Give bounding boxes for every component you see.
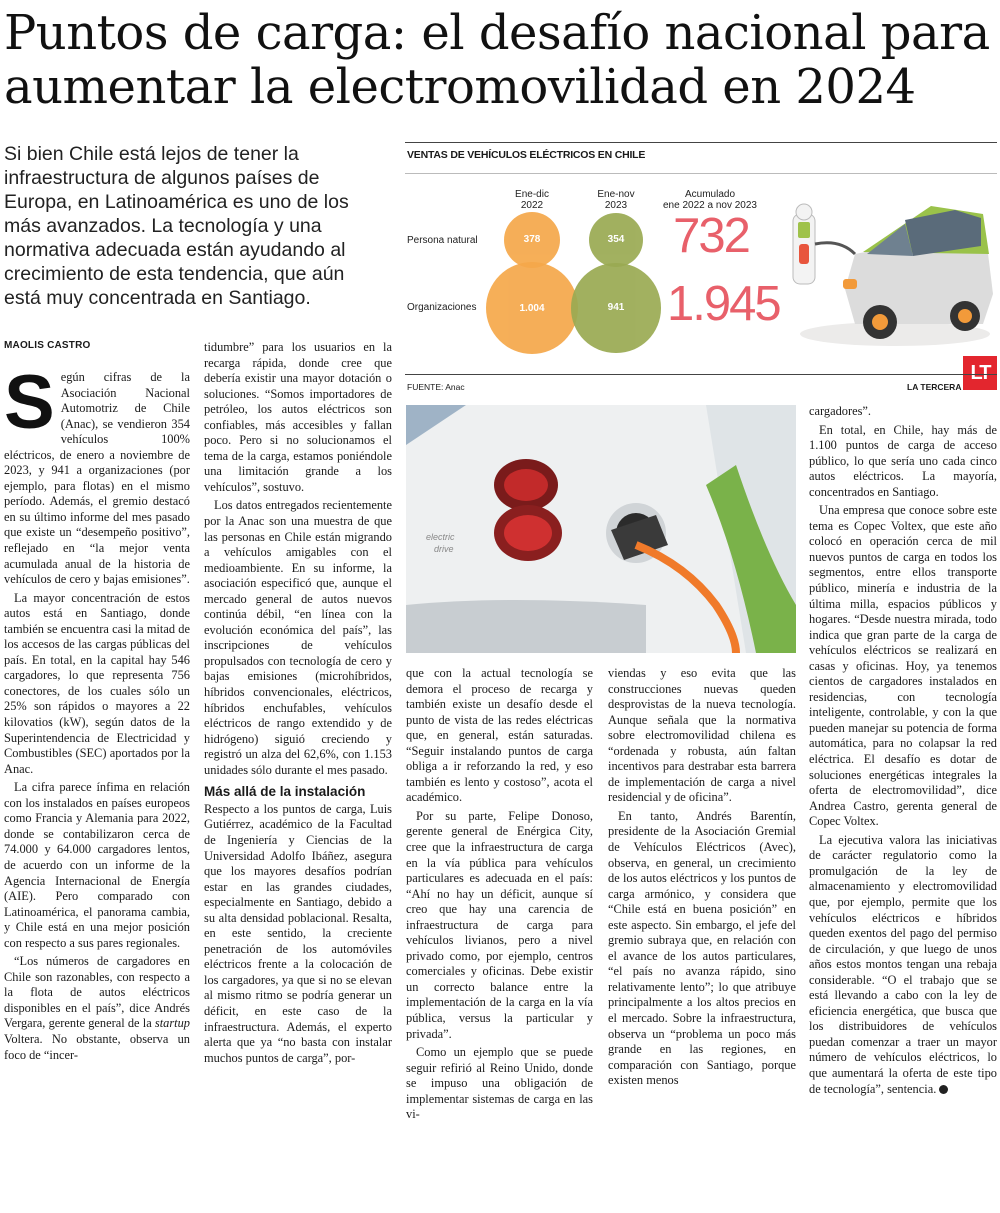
body-paragraph: viendas y eso evita que las construcciones nuevas queden desprovistas de la nueva tecnología. Aunque señala que la normativa sobre electromovilidad chilena es “ordenada y robusta, aún faltan incentivos para destrabar esta barrera de implementación de carga a nivel residencial y de oficina”. (608, 666, 796, 805)
lead-line: normativa adecuada están ayudando al (4, 239, 346, 261)
headline (4, 6, 994, 114)
body-paragraph: cargadores”. (809, 404, 872, 418)
body-paragraph (4, 360, 190, 588)
bubble-value-label: 354 (607, 234, 625, 246)
lead-line: infraestructura de algunos países de (4, 167, 320, 189)
body-paragraph (4, 954, 190, 1063)
article-column-4 (608, 666, 796, 1092)
top-rule (405, 142, 997, 143)
body-paragraph (809, 833, 997, 1097)
body-paragraph: En tanto, Andrés Barentín, presidente de la Asociación Gremial de Vehículos Eléctricos (Avec), observa, en general, un crecimiento de los autos eléctricos y los puntos de carga armónico, y considera que “Chile está en buena posición” en este aspecto. Sin embargo, el jefe del gremio subraya que, en relación con el avance de los autos particulares, “el país no avanza rápido, sino relativamente lento”; lo que atribuye principalmente a los altos precios en el mercado. Sobre la infraestructura, observa un “problema un poco más grande en las regiones, en comparación con Santiago, porque existen menos (608, 808, 796, 1088)
header-2022: Ene-dic 2022 (515, 189, 549, 211)
lead-paragraph (4, 142, 384, 310)
newspaper-name: LA TERCERA (907, 382, 962, 392)
bubble-2022-personas (504, 212, 560, 268)
body-paragraph: La cifra parece ínfima en relación con los instalados en países europeos como Francia y Alemania para 2022, donde se contabilizaron cerca de 74.000 y 64.000 cargadores lentos, de acuerdo con un informe de la Agencia Internacional de Energía (AIE). Pero comparado con Latinoamérica, el panorama cambia, y Chile está en una mejor posición con respecto a sus pares regionales. (4, 780, 190, 950)
article-column-1 (4, 360, 190, 1066)
row-label-personas: Persona natural (407, 235, 478, 246)
paragraph-text: “Los números de cargadores en Chile son razonables, con respecto a la flota de autos eléctricos disponibles en el país”, dice Andrés Vergara, gerente general de la (4, 954, 190, 1031)
infographic-title: VENTAS DE VEHÍCULOS ELÉCTRICOS EN CHILE (407, 149, 646, 161)
subheading: Más allá de la instalación (204, 784, 366, 800)
row-label-organizaciones: Organizaciones (407, 302, 477, 313)
lead-line: está muy concentrada en Santiago. (4, 287, 311, 309)
accumulated-value-organizaciones: 1.945 (667, 277, 780, 331)
body-paragraph: tidumbre” para los usuarios en la recarga rápida, donde cree que debería existir una mayor dotación o soluciones. “Somos importadores de petróleo, los autos eléctricos son confiables, más accesibles y fallan poco. Pero si no solucionamos el tema de la carga, estamos poniéndole una limitación grande a los vehículos”, sostuvo. (204, 340, 392, 494)
svg-text:drive: drive (434, 544, 454, 554)
source-note: FUENTE: Anac (407, 382, 465, 392)
body-paragraph: Respecto a los puntos de carga, Luis Gutiérrez, académico de la Facultad de Ingeniería y Ciencias de la Universidad Adolfo Ibáñez, asegura que los mayores desafíos podrían estar en las grandes ciudades, especialmente en Santiago, debido a su alta densidad poblacional. Resalta, en este sentido, la creciente penetración de los automóviles eléctricos frente a la colocación de los cargadores, ya que si no se elevan al mismo ritmo se podría generar un déficit, en este caso de la infraestructura. Además, el experto alerta que ya “no basta con instalar muchos puntos de carga”, por- (204, 801, 392, 1065)
body-paragraph: En total, en Chile, hay más de 1.100 puntos de carga de acceso público, lo que sería uno cada cinco autos eléctricos. La mayoría, concentrados en Santiago. (809, 422, 997, 499)
end-mark-icon (939, 1085, 948, 1094)
headline-line-2: aumentar la electromovilidad en 2024 (4, 59, 916, 115)
body-paragraph: Una empresa que conoce sobre este tema es Copec Voltex, que este año colocó en operación cerca de mil nuevos puntos de carga en todos los segmentos, entre ellos transporte público, minería e industria de la última milla, espacios públicos y hogares. “Desde nuestra mirada, todo indica que gran parte de la carga de vehículos eléctricos se realizará en casas y oficinas. Hoy, ya tenemos cientos de cargadores instalados en residencias, con tecnología inteligente, controlable, y con la que pueden manejar su potencia de forma automática, para no colapsar la red eléctrica. El desafío es dotar de soluciones energéticas integrales la oferta de electromovilidad”, dice Andrea Castro, gerenta general de Copec Voltex. (809, 503, 997, 829)
bubble-2022-organizaciones (486, 262, 578, 354)
lead-line: más avanzados. La tecnología y una (4, 215, 322, 237)
bubble-value-label: 941 (607, 302, 625, 314)
sales-infographic (405, 142, 997, 394)
byline: MAOLIS CASTRO (4, 340, 91, 351)
paragraph-text: egún cifras de la Asociación Nacional Automotriz de Chile (Anac), se vendieron 354 vehículos 100% eléctricos, de enero a noviembre de 2023, y 941 a organizaciones (por ejemplo, para flotas) en el mismo período. Además, el gremio destacó en su último informe del mes pasado que existe un “desempeño positivo”, reflejado en “la mejor venta acumulada anual de la historia de vehículos de cero y bajas emisiones”. (4, 370, 190, 587)
lead-line: crecimiento de esta tendencia, que aún (4, 263, 345, 285)
bubble-value-label: 378 (523, 234, 541, 246)
lead-line: Europa, en Latinoamérica es uno de los (4, 191, 349, 213)
bubble-value-label: 1.004 (519, 302, 545, 314)
bubble-2023-organizaciones (571, 263, 660, 352)
body-paragraph: que con la actual tecnología se demora el proceso de recarga y también existe un desafío desde el punto de vista de las redes eléctricas que, en general, están saturadas. “Seguir instalando puntos de carga obliga a ir reforzando la red, y eso también es lento y costoso”, acota el académico. (406, 666, 593, 805)
body-paragraph: Por su parte, Felipe Donoso, gerente general de Enérgica City, cree que la infraestructura de carga en la vía pública para vehículos particulares es adecuada en el país: “Ahí no hay un déficit, aunque sí creo que hay una carencia de infraestructura de carga para vehículos livianos, pero a nivel privado como, por ejemplo, centros comerciales y oficinas. Debe existir un correcto balance entre la implementación de la carga en la vía pública, versus la particular y privada”. (406, 808, 593, 1041)
svg-text:electric: electric (426, 532, 455, 542)
ev-charging-illustration (406, 405, 796, 653)
body-paragraph: Los datos entregados recientemente por la Anac son una muestra de que las personas en Chile están migrando a vehículos amigables con el medioambiente. En su informe, la asociación especificó que, aunque el mercado general de autos nuevos continúa débil, “en línea con la evolución económica del país”, las inscripciones de vehículos propulsados con tecnología de cero y bajas emisiones (microhíbridos, híbridos convencionales, eléctricos, híbridos enchufables, vehículos eléctricos de rango extendido y de hidrógeno) siguió creciendo y registró un alza del 62,6%, con 1.153 unidades sólo durante el mes pasado. (204, 498, 392, 777)
article-column-3 (406, 666, 593, 1126)
accumulated-value-personas: 732 (673, 209, 749, 263)
headline-line-1: Puntos de carga: el desafío nacional para (4, 5, 990, 61)
lead-line: Si bien Chile está lejos de tener la (4, 143, 299, 165)
title-rule (405, 173, 997, 174)
paragraph-text: La ejecutiva valora las iniciativas de carácter regulatorio como la promulgación de la ley de almacenamiento y electromovilidad que, por ejemplo, permite que los vehículos eléctricos e híbridos queden exentos del pago del permiso de circulación, y que luego de unos años estos montos tengan una rebaja considerable. “O el trabajo que se está llevando a cabo con la ley de eficiencia energética, que busca que los distribuidores de vehículos puedan comenzar a traer un mayor número de vehículos eléctricos, lo que aumentará la oferta de este tipo de tecnología”, sentencia. (809, 832, 997, 1096)
la-tercera-logo: LT (963, 356, 997, 390)
electric-car-illustration (745, 184, 997, 354)
paragraph-text: Voltera. No obstante, observa un foco de “incer- (4, 1031, 190, 1062)
header-2023: Ene-nov 2023 (597, 189, 635, 211)
bubble-2023-personas (589, 213, 644, 268)
charging-photo (406, 405, 796, 653)
header-accumulated: Acumulado ene 2022 a nov 2023 (663, 189, 757, 211)
body-paragraph: Como un ejemplo que se puede seguir refirió al Reino Unido, donde se impuso una obligación de implementar sistemas de carga en las vi- (406, 1045, 593, 1122)
body-paragraph: La mayor concentración de estos autos está en Santiago, donde también se encuentra casi la mitad de los accesos de las cargas públicas del país. En total, en la capital hay 546 cargadores, lo que representa 756 conectores, de los cuales sólo un 25% son rápidos o mayores a 22 kilovatios (kW), según datos de la Superintendencia de Electricidad y Combustibles (SEC) aportados por la Anac. (4, 590, 190, 776)
drop-cap: S (4, 360, 55, 445)
emphasis-text: startup (154, 1016, 190, 1031)
article-column-5 (809, 404, 997, 1100)
article-column-2 (204, 340, 392, 1069)
bottom-rule (405, 374, 997, 375)
